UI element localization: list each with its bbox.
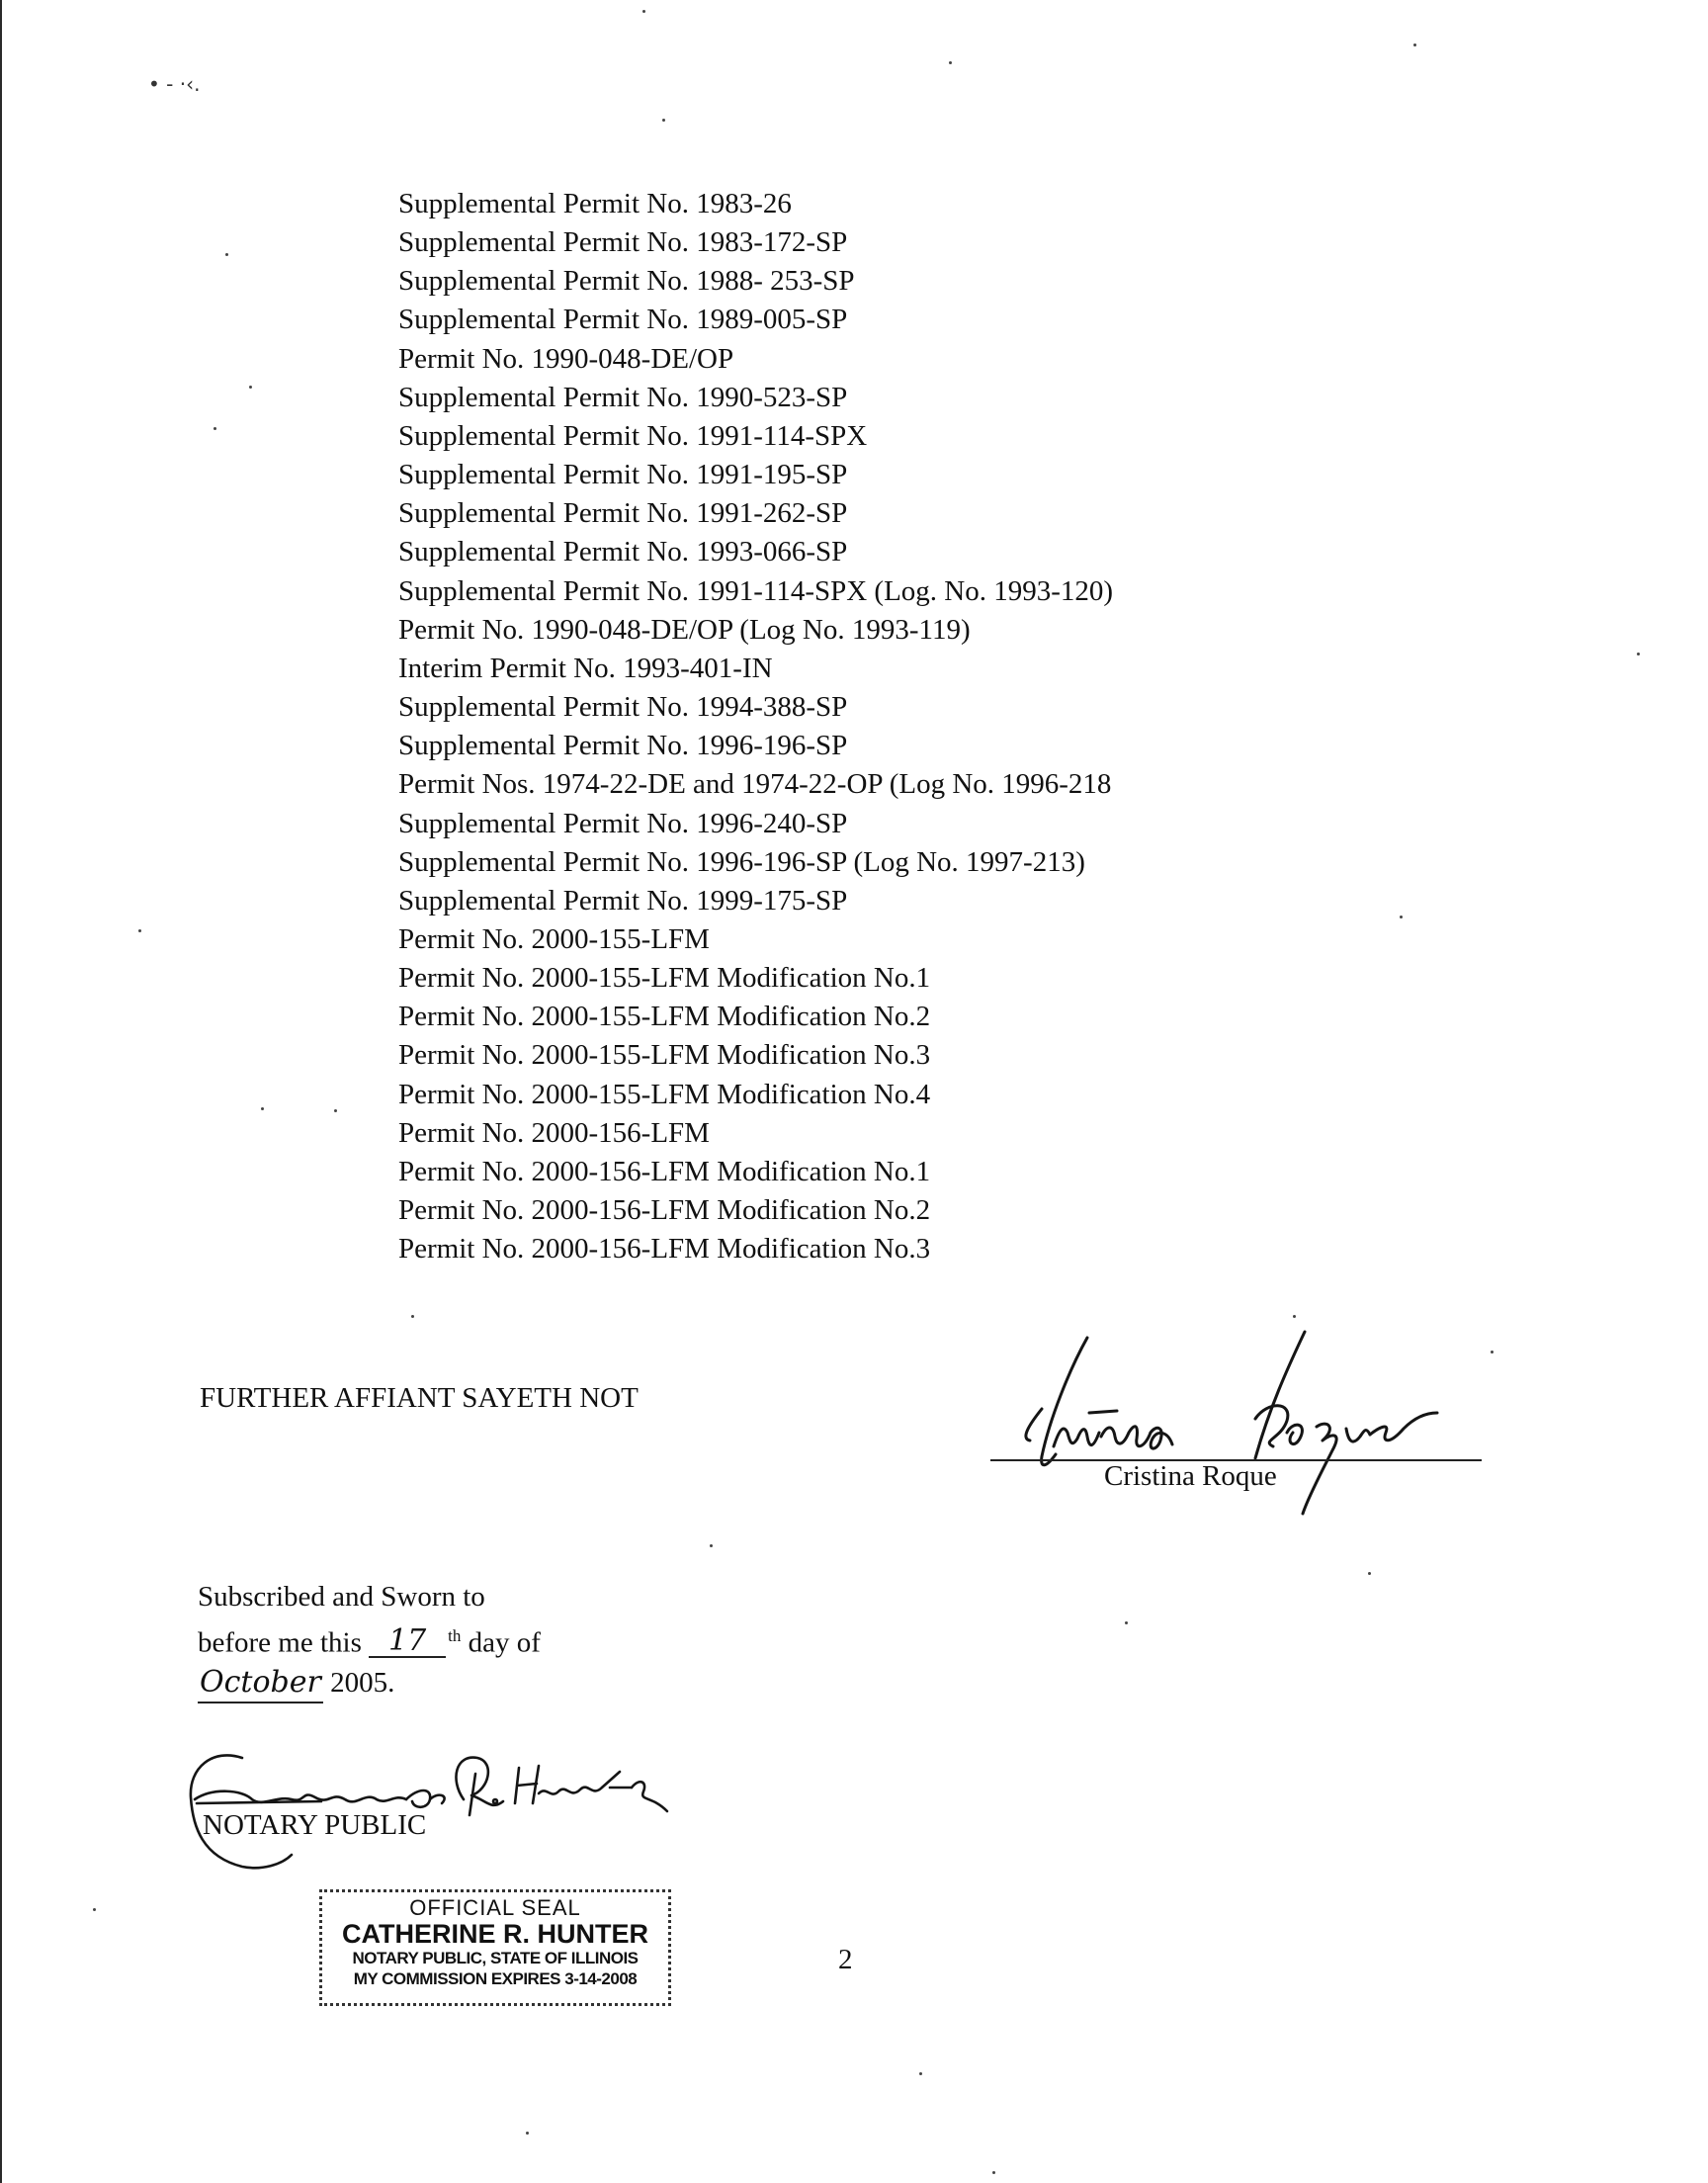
jurat: [198, 1578, 541, 1703]
permit-item: Supplemental Permit No. 1991-262-SP: [398, 497, 848, 530]
left-margin-rule: [0, 0, 2, 2183]
permit-item: Supplemental Permit No. 1990-523-SP: [398, 381, 848, 413]
jurat-day: 17: [369, 1626, 446, 1658]
notary-block: [183, 1738, 697, 1877]
scan-speck: [992, 2171, 995, 2174]
permit-item: Permit No. 2000-156-LFM: [398, 1116, 710, 1149]
scan-speck: [1491, 1351, 1494, 1353]
affiant-statement: FURTHER AFFIANT SAYETH NOT: [200, 1382, 639, 1414]
signatory-printed-name: Cristina Roque: [1104, 1460, 1277, 1492]
scan-speck: [249, 386, 252, 389]
permit-item: Permit No. 1990-048-DE/OP: [398, 342, 734, 375]
scan-speck: [642, 10, 645, 13]
scan-corner-mark: • - ·‹.: [148, 72, 201, 96]
permit-item: Supplemental Permit No. 1996-196-SP: [398, 730, 848, 762]
jurat-line-3: [198, 1663, 541, 1703]
official-seal-stamp: [319, 1889, 671, 2006]
seal-line-2: MY COMMISSION EXPIRES 3-14-2008: [353, 1969, 638, 1988]
permit-item: Supplemental Permit No. 1989-005-SP: [398, 304, 848, 336]
scan-speck: [334, 1109, 337, 1112]
scan-speck: [214, 427, 216, 430]
permit-item: Interim Permit No. 1993-401-IN: [398, 652, 773, 684]
permit-item: Supplemental Permit No. 1991-114-SPX (Log. No. 1993-120): [398, 574, 1114, 607]
permit-item: Permit No. 2000-156-LFM Modification No.1: [398, 1155, 931, 1187]
permit-item: Supplemental Permit No. 1996-240-SP: [398, 807, 848, 839]
permit-item: Supplemental Permit No. 1988- 253-SP: [398, 265, 855, 298]
seal-line-1: NOTARY PUBLIC, STATE OF ILLINOIS: [352, 1949, 639, 1967]
scan-speck: [662, 119, 665, 122]
jurat-day-suffix: th: [448, 1626, 462, 1645]
permit-item: Permit No. 2000-155-LFM Modification No.3: [398, 1039, 931, 1072]
scan-speck: [138, 929, 141, 932]
permit-item: Permit No. 2000-156-LFM Modification No.2: [398, 1194, 931, 1227]
permit-item: Supplemental Permit No. 1991-114-SPX: [398, 419, 868, 452]
scan-speck: [411, 1315, 414, 1318]
permit-item: Supplemental Permit No. 1994-388-SP: [398, 691, 848, 724]
permit-item: Supplemental Permit No. 1983-172-SP: [398, 226, 848, 259]
affiant-signature-block: [990, 1330, 1485, 1518]
notary-public-label: NOTARY PUBLIC: [203, 1809, 427, 1841]
jurat-line-1: Subscribed and Sworn to: [198, 1581, 485, 1613]
scan-speck: [1293, 1315, 1296, 1318]
notary-signature: [183, 1738, 697, 1877]
scan-speck: [1368, 1572, 1371, 1575]
jurat-prefix: before me this: [198, 1626, 362, 1659]
scan-speck: [1637, 653, 1640, 655]
scan-speck: [93, 1908, 96, 1911]
jurat-suffix: day of: [468, 1626, 541, 1659]
seal-name: CATHERINE R. HUNTER: [342, 1919, 648, 1949]
scan-speck: [225, 253, 228, 256]
scan-speck: [526, 2132, 529, 2135]
jurat-year: 2005.: [330, 1666, 395, 1699]
scan-speck: [710, 1544, 713, 1547]
permit-item: Permit No. 2000-155-LFM: [398, 922, 710, 955]
scan-speck: [1400, 916, 1403, 918]
jurat-month: October: [198, 1663, 323, 1703]
permit-item: Permit No. 2000-155-LFM Modification No.4: [398, 1078, 931, 1110]
seal-title: OFFICIAL SEAL: [409, 1895, 581, 1920]
permit-item: Permit No. 2000-155-LFM Modification No.2: [398, 1001, 931, 1033]
permit-item: Supplemental Permit No. 1996-196-SP (Log No. 1997-213): [398, 845, 1085, 878]
scan-speck: [1413, 44, 1416, 46]
page-number: 2: [838, 1944, 853, 1975]
permit-item: Permit No. 2000-156-LFM Modification No.3: [398, 1233, 931, 1266]
scan-speck: [261, 1107, 264, 1110]
permit-item: Permit Nos. 1974-22-DE and 1974-22-OP (Log No. 1996-218: [398, 768, 1112, 801]
scan-speck: [1125, 1621, 1128, 1624]
scan-speck: [949, 61, 952, 64]
jurat-line-2: [198, 1616, 541, 1663]
permit-item: Supplemental Permit No. 1991-195-SP: [398, 459, 848, 491]
scan-speck: [919, 2072, 922, 2075]
permit-item: Supplemental Permit No. 1999-175-SP: [398, 884, 848, 917]
permit-item: Permit No. 1990-048-DE/OP (Log No. 1993-119): [398, 613, 971, 646]
permit-item: Permit No. 2000-155-LFM Modification No.1: [398, 962, 931, 995]
permit-item: Supplemental Permit No. 1993-066-SP: [398, 536, 848, 568]
permit-item: Supplemental Permit No. 1983-26: [398, 188, 792, 219]
permit-list: [398, 185, 1113, 1268]
